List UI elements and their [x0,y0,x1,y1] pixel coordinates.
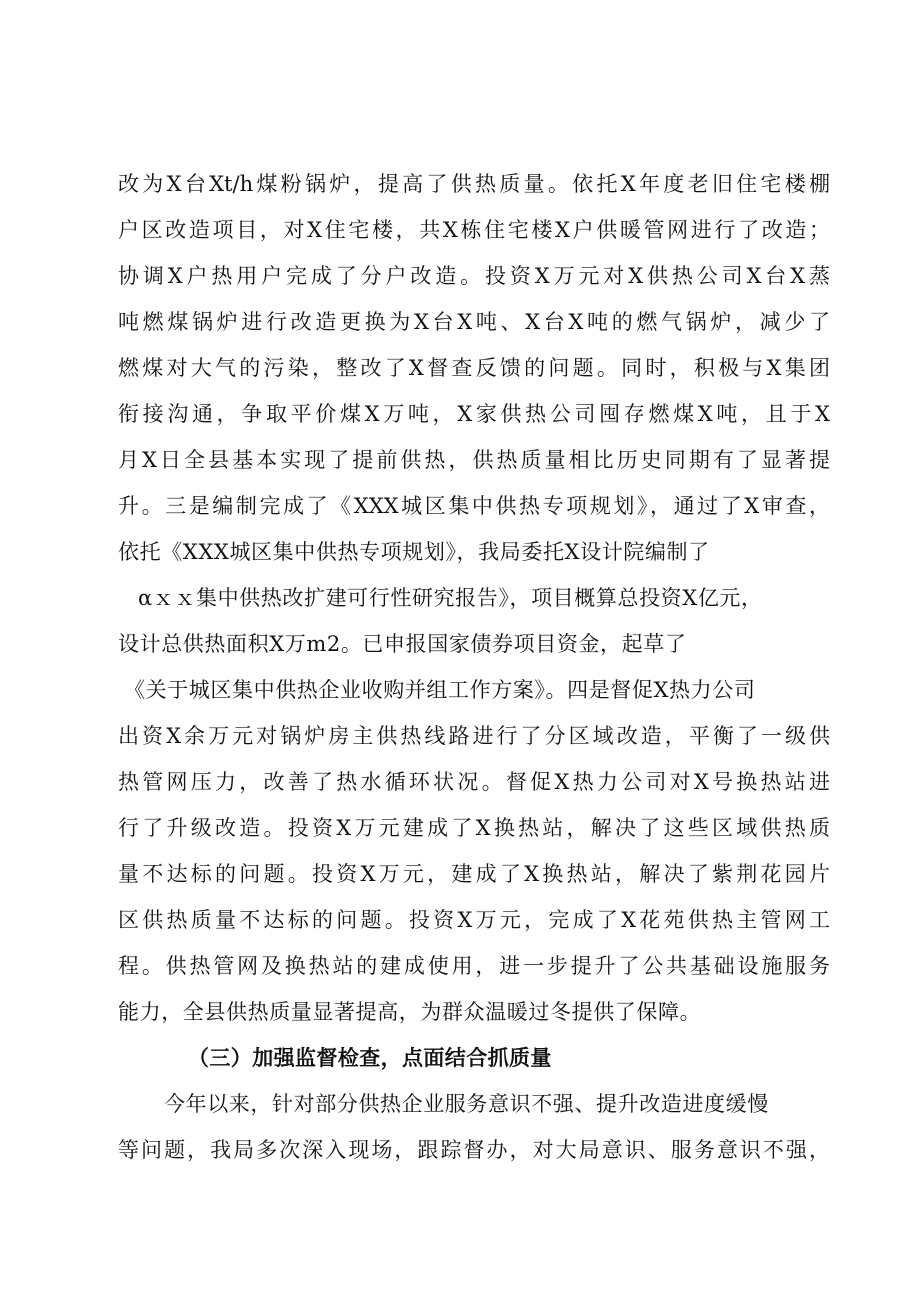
paragraph-line: 设计总供热面积X万m2。已申报国家债券项目资金，起草了 [118,632,687,656]
paragraph-line: 燃煤对大气的污染，整改了X督查反馈的问题。同时，积极与X集团 [118,356,830,380]
paragraph-line: 升。三是编制完成了《XXX城区集中供热专项规划》，通过了X审查， [118,494,830,518]
paragraph-line: 吨燃煤锅炉进行改造更换为X台X吨、X台X吨的燃气锅炉，减少了 [118,310,830,334]
paragraph-line: 能力，全县供热质量显著提高，为群众温暖过冬提供了保障。 [118,1000,702,1024]
paragraph-line: 改为X台Xt/h煤粉锅炉，提高了供热质量。依托X年度老旧住宅楼棚 [118,172,830,196]
paragraph-line: 月X日全县基本实现了提前供热，供热质量相比历史同期有了显著提 [118,448,830,472]
paragraph-line: 户区改造项目，对X住宅楼，共X栋住宅楼X户供暖管网进行了改造； [118,218,830,242]
paragraph-line: αｘｘ集中供热改扩建可行性研究报告》，项目概算总投资X亿元， [138,586,763,610]
paragraph-line: 协调X户热用户完成了分户改造。投资X万元对X供热公司X台X蒸 [118,264,830,288]
paragraph-line: 衔接沟通，争取平价煤X万吨，X家供热公司囤存燃煤X吨，且于X [118,402,830,426]
paragraph-line: 程。供热管网及换热站的建成使用，进一步提升了公共基础设施服务 [118,954,830,978]
paragraph-line: 热管网压力，改善了热水循环状况。督促X热力公司对X号换热站进 [118,770,830,794]
paragraph-line: 行了升级改造。投资X万元建成了X换热站，解决了这些区域供热质 [118,816,830,840]
paragraph-line: 依托《XXX城区集中供热专项规划》，我局委托X设计院编制了 [118,540,710,564]
paragraph-line: 区供热质量不达标的问题。投资X万元，完成了X花苑供热主管网工 [118,908,830,932]
section-line: 等问题，我局多次深入现场，跟踪督办，对大局意识、服务意识不强， [118,1138,830,1162]
section-line: 今年以来，针对部分供热企业服务意识不强、提升改造进度缓慢 [164,1092,769,1116]
paragraph-line: 出资X余万元对锅炉房主供热线路进行了分区域改造，平衡了一级供 [118,724,830,748]
section-heading: （三）加强监督检查，点面结合抓质量 [188,1046,552,1070]
paragraph-line: 量不达标的问题。投资X万元，建成了X换热站，解决了紫荆花园片 [118,862,830,886]
paragraph-line: 《关于城区集中供热企业收购并组工作方案》。四是督促X热力公司 [124,678,756,702]
